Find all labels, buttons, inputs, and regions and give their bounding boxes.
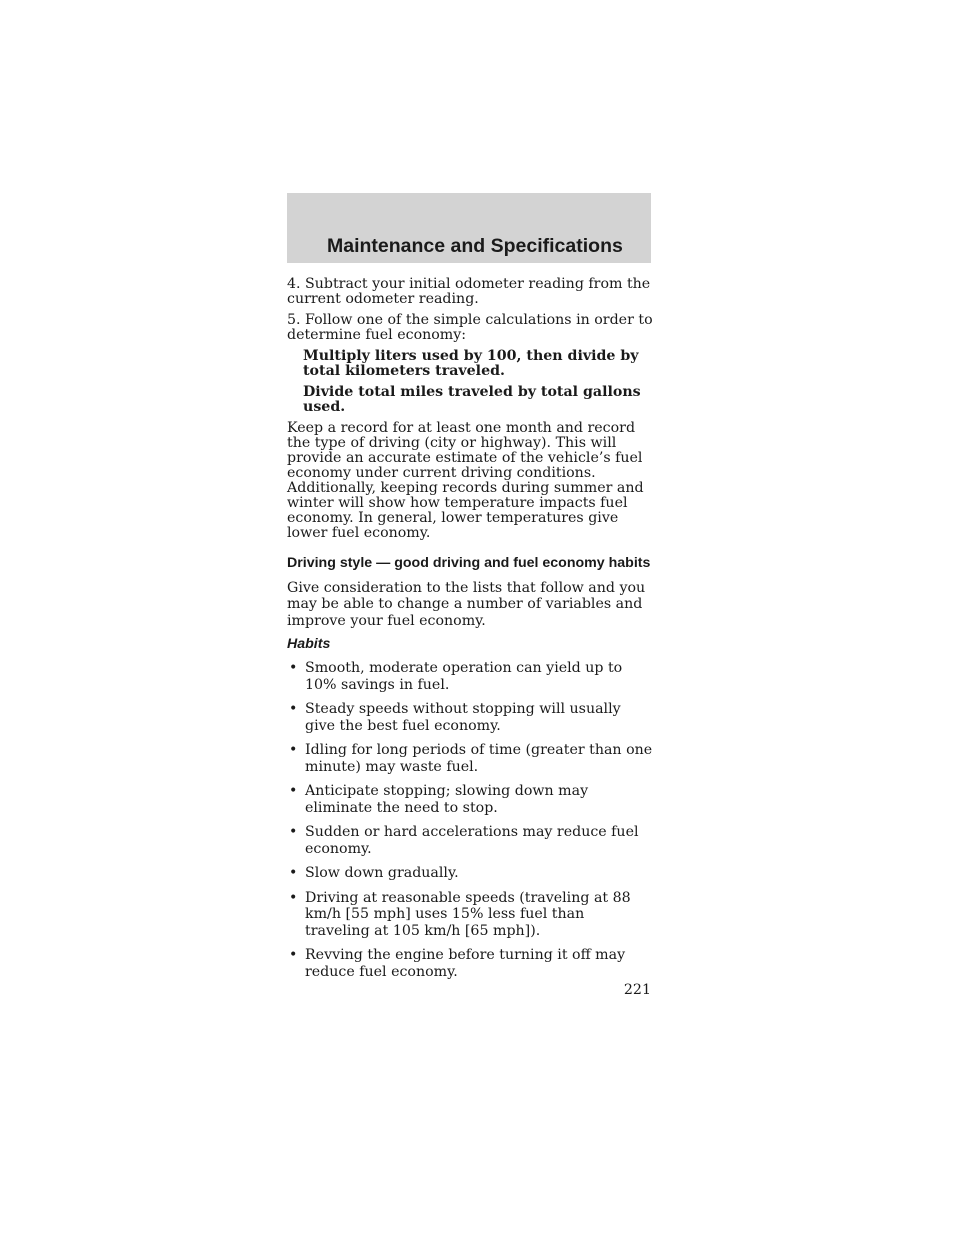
bullet-icon: •: [289, 660, 298, 676]
page-content: [287, 277, 653, 988]
section-title: Maintenance and Specifications: [327, 235, 623, 257]
bullet-icon: •: [289, 824, 298, 840]
list-item: [287, 865, 653, 882]
bullet-icon: •: [289, 865, 298, 881]
bullet-icon: •: [289, 947, 298, 963]
step-4: 4. Subtract your initial odometer reading from the current odometer reading.: [287, 276, 651, 307]
page-number: 221: [623, 982, 651, 998]
bullet-icon: •: [289, 783, 298, 799]
habit-text: Idling for long periods of time (greater than one minute) may waste fuel.: [305, 742, 653, 775]
habits-list: [287, 660, 653, 980]
section-header-band: [287, 193, 651, 263]
record-paragraph: Keep a record for at least one month and record the type of driving (city or highway). This will provide an accurate estimate of the vehicle’s fuel economy under current driving conditions. Additionally, keeping records during summer and winter will show how temperature impacts fuel economy. In general, lower temperatures give lower fuel economy.: [287, 420, 644, 541]
calculation-metric: Multiply liters used by 100, then divide by total kilometers traveled.: [303, 348, 639, 379]
driving-style-intro: Give consideration to the lists that follow and you may be able to change a number of variables and improve your fuel economy.: [287, 579, 646, 629]
list-item: [287, 824, 653, 857]
bullet-icon: •: [289, 701, 298, 717]
habit-text: Anticipate stopping; slowing down may eliminate the need to stop.: [305, 783, 589, 816]
habit-text: Driving at reasonable speeds (traveling at 88 km/h [55 mph] uses 15% less fuel than traveling at 105 km/h [65 mph]).: [305, 889, 631, 939]
list-item: [287, 890, 653, 940]
list-item: [287, 947, 653, 980]
bullet-icon: •: [289, 742, 298, 758]
habit-text: Revving the engine before turning it off may reduce fuel economy.: [305, 947, 626, 980]
driving-style-heading: Driving style — good driving and fuel economy habits: [287, 555, 651, 571]
calculation-imperial: Divide total miles traveled by total gallons used.: [303, 384, 641, 415]
step-5: 5. Follow one of the simple calculations in order to determine fuel economy:: [287, 312, 653, 343]
habits-heading: Habits: [287, 636, 331, 652]
habit-text: Sudden or hard accelerations may reduce fuel economy.: [305, 824, 639, 857]
list-item: [287, 742, 653, 775]
habit-text: Smooth, moderate operation can yield up to 10% savings in fuel.: [305, 660, 623, 693]
list-item: [287, 701, 653, 734]
list-item: [287, 783, 653, 816]
bullet-icon: •: [289, 889, 298, 906]
habit-text: Steady speeds without stopping will usually give the best fuel economy.: [305, 701, 621, 734]
habit-text: Slow down gradually.: [305, 865, 459, 881]
list-item: [287, 660, 653, 693]
